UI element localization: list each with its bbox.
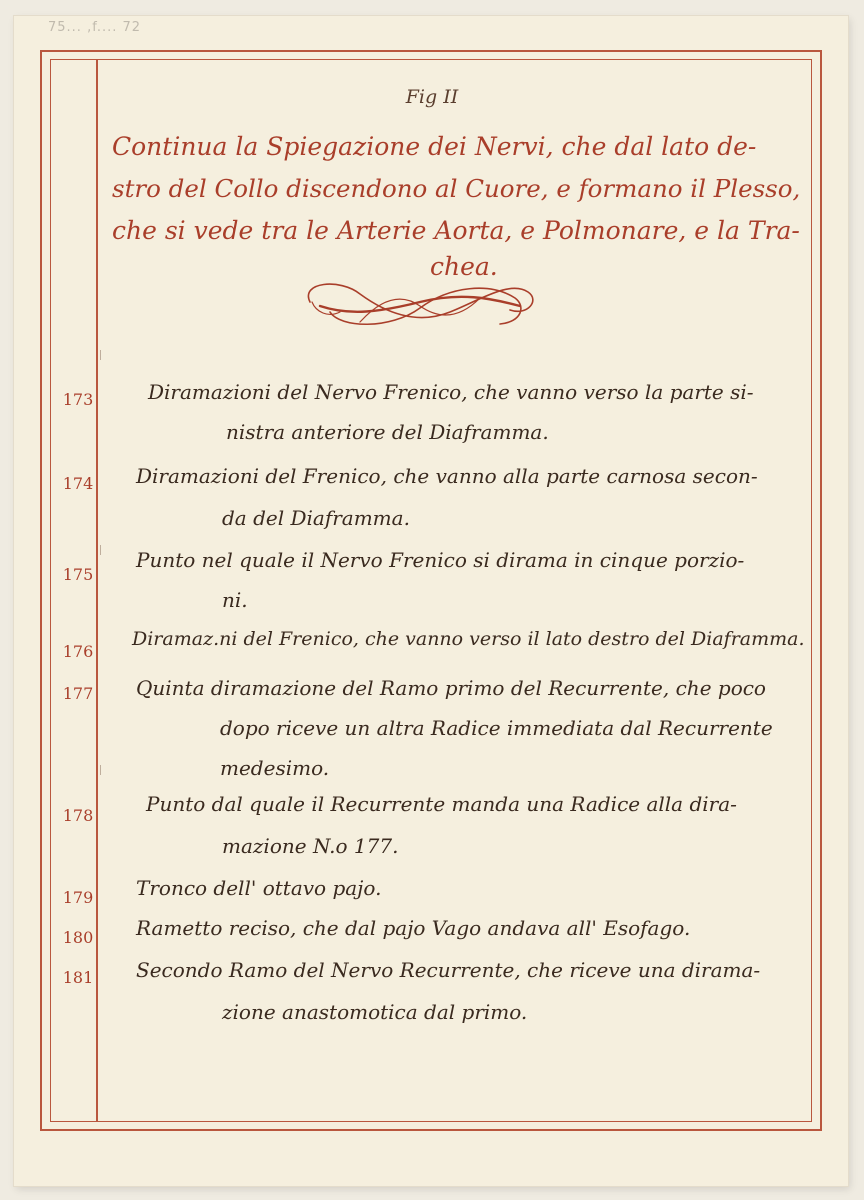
entry-text-line: Quinta diramazione del Ramo primo del Recurrente, che poco <box>136 676 766 700</box>
margin-tick-mark <box>100 350 105 360</box>
entry-number: 174 <box>62 474 94 493</box>
calligraphic-flourish-ornament <box>300 272 540 342</box>
pencil-annotation: 75... ,f.... 72 <box>48 20 142 35</box>
entry-text-line: nistra anteriore del Diaframma. <box>226 420 549 444</box>
title-line: chea. <box>430 252 498 281</box>
entry-number: 176 <box>62 642 94 661</box>
entry-text-line: Rametto reciso, che dal pajo Vago andava all' Esofago. <box>136 916 691 940</box>
title-line: Continua la Spiegazione dei Nervi, che dal lato de- <box>112 132 757 161</box>
entry-text-line: Punto nel quale il Nervo Frenico si dirama in cinque porzio- <box>136 548 745 572</box>
entry-text-line: zione anastomotica dal primo. <box>222 1000 528 1024</box>
entry-number: 173 <box>62 390 94 409</box>
entry-number: 181 <box>62 968 94 987</box>
title-line: stro del Collo discendono al Cuore, e formano il Plesso, <box>112 174 801 203</box>
title-line: che si vede tra le Arterie Aorta, e Polmonare, e la Tra- <box>112 216 800 245</box>
entry-text-line: Diramaz.ni del Frenico, che vanno verso il lato destro del Diaframma. <box>132 628 805 650</box>
entry-text-line: medesimo. <box>220 756 330 780</box>
entry-number: 180 <box>62 928 94 947</box>
entry-text-line: Diramazioni del Frenico, che vanno alla parte carnosa secon- <box>136 464 758 488</box>
margin-tick-mark <box>100 765 105 775</box>
entry-text-line: mazione N.o 177. <box>222 834 399 858</box>
entry-text-line: Tronco dell' ottavo pajo. <box>136 876 382 900</box>
margin-tick-mark <box>100 545 105 555</box>
entry-text-line: Diramazioni del Nervo Frenico, che vanno verso la parte si- <box>148 380 754 404</box>
entry-text-line: da del Diaframma. <box>222 506 410 530</box>
margin-rule <box>96 60 98 1121</box>
entry-text-line: Secondo Ramo del Nervo Recurrente, che riceve una dirama- <box>136 958 761 982</box>
entry-number: 178 <box>62 806 94 825</box>
entry-text-line: Punto dal quale il Recurrente manda una Radice alla dira- <box>146 792 737 816</box>
figure-label: Fig II <box>405 86 459 108</box>
entry-text-line: ni. <box>222 588 248 612</box>
entry-text-line: dopo riceve un altra Radice immediata dal Recurrente <box>220 716 773 740</box>
entry-number: 179 <box>62 888 94 907</box>
entry-number: 175 <box>62 565 94 584</box>
entry-number: 177 <box>62 684 94 703</box>
